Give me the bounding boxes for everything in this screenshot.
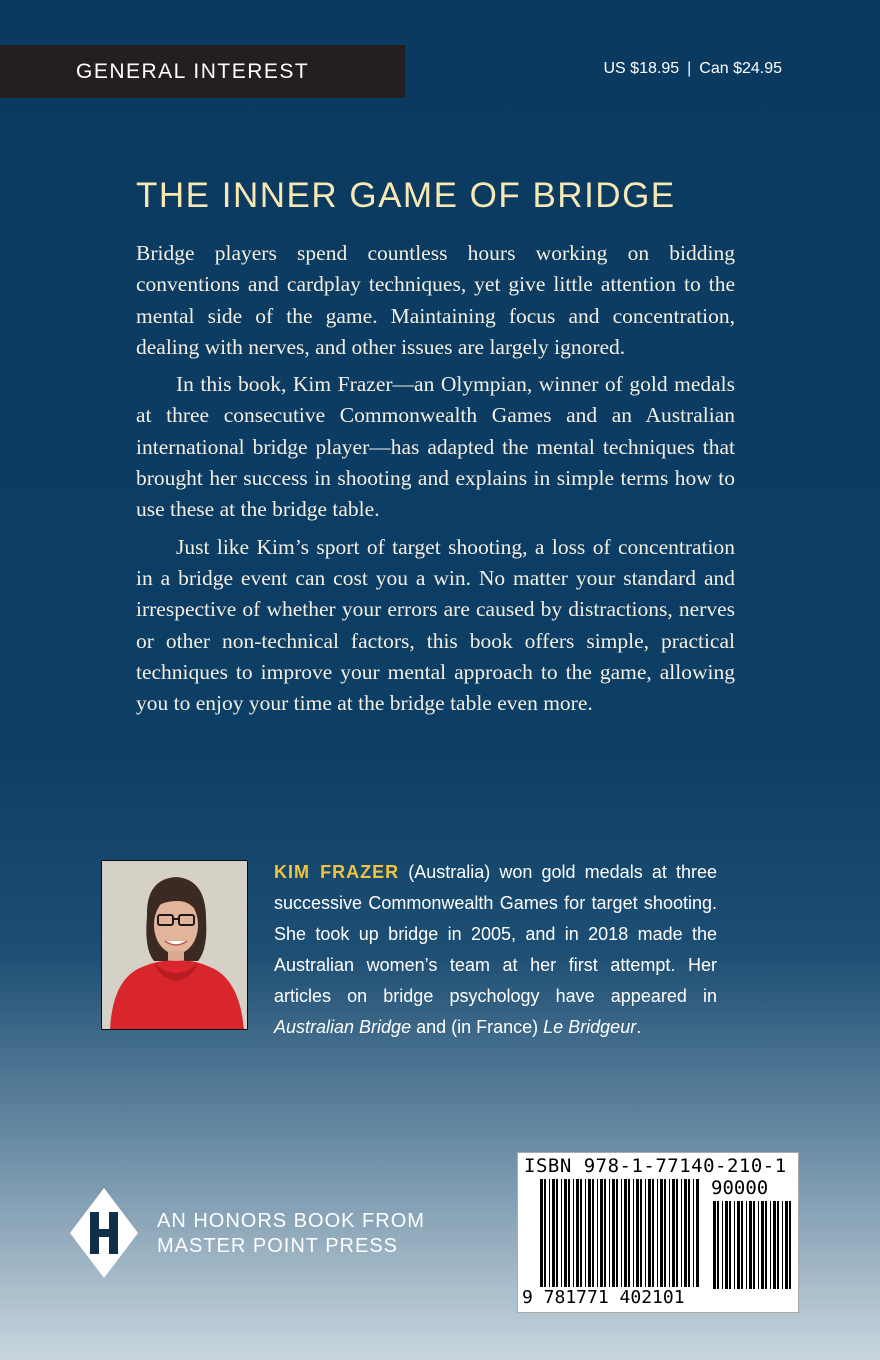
barcode-digits: 9 781771 402101 xyxy=(522,1287,685,1308)
price-info xyxy=(604,60,783,78)
publication-le-bridgeur: Le Bridgeur xyxy=(543,1017,637,1037)
publisher-line xyxy=(157,1209,425,1259)
book-blurb xyxy=(136,238,735,719)
blurb-paragraph-3: Just like Kim’s sport of target shooting, a loss of concentration in a bridge event can cost you a win. No matter your standard and irrespective of whether your errors are caused by distractions, nerves or other non-technical factors, this book offers simple, practical techniques to improve your mental approach to the game, allowing you to enjoy your time at the bridge table even more. xyxy=(136,534,735,716)
book-title: THE INNER GAME OF BRIDGE xyxy=(136,176,676,215)
barcode-price-code: 90000 xyxy=(711,1177,769,1199)
bio-text-end: . xyxy=(636,1017,642,1037)
author-name: KIM FRAZER xyxy=(274,862,400,882)
blurb-paragraph-2: In this book, Kim Frazer—an Olympian, winner of gold medals at three consecutive Commonwealth Games and an Australian international bridge player—has adapted the mental techniques that brought her success in shooting and explains in simple terms how to use these at the bridge table. xyxy=(136,372,735,522)
isbn-number: ISBN 978-1-77140-210-1 xyxy=(524,1155,787,1177)
author-photo xyxy=(101,860,248,1030)
publication-australian-bridge: Australian Bridge xyxy=(274,1017,412,1037)
price-us: US $18.95 xyxy=(603,60,680,77)
bio-text-2: and (in France) xyxy=(411,1017,544,1037)
blurb-paragraph-1: Bridge players spend countless hours working on bidding conventions and cardplay techniques, yet give little attention to the mental side of the game. Maintaining focus and concentration, dealing with nerves, and other issues are largely ignored. xyxy=(136,241,735,359)
category-label: GENERAL INTEREST xyxy=(0,45,405,98)
publisher-line-1: AN HONORS BOOK FROM xyxy=(157,1210,425,1232)
price-separator: | xyxy=(687,60,692,77)
author-portrait-illustration xyxy=(102,861,248,1030)
author-bio xyxy=(274,857,717,1043)
bio-text-1: (Australia) won gold medals at three successive Commonwealth Games for target shooting. She took up bridge in 2005, and in 2018 made the Australian women’s team at her first attempt. Her articles on bridge psychology have appeared in xyxy=(274,862,717,1006)
isbn-barcode xyxy=(517,1152,799,1313)
publisher-line-2: MASTER POINT PRESS xyxy=(157,1235,399,1257)
price-can: Can $24.95 xyxy=(699,60,782,77)
honors-logo-icon xyxy=(68,1186,140,1280)
